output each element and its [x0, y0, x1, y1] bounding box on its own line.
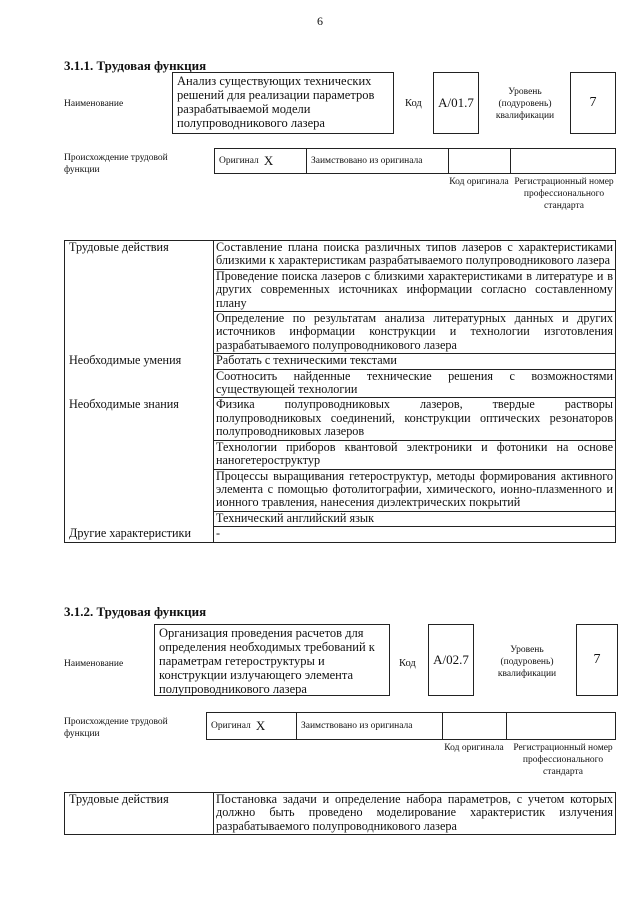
caption-reg: Регистрационный номер профессионального стандарта	[514, 177, 614, 211]
origin-original-cell	[215, 149, 307, 173]
name-label-2: Наименование	[64, 659, 124, 669]
origin-borrowed-cell	[307, 149, 449, 173]
section-title-2: 3.1.2. Трудовая функция	[64, 604, 207, 619]
origin-table-2	[206, 712, 616, 740]
code-value: А/01.7	[438, 95, 474, 110]
table-row	[65, 793, 616, 835]
row-label: Трудовые действия	[65, 793, 214, 835]
page-number: 6	[317, 14, 323, 28]
origin-original-cell-2	[207, 713, 297, 739]
row-text: -	[214, 527, 616, 542]
row-label	[65, 269, 214, 311]
origin-label-2: Происхождение трудовой функции	[64, 717, 168, 739]
row-text: Определение по результатам анализа литературных данных и других источников информации конструкции и технологии изготовления разрабатываемого полупроводникового лазера	[214, 312, 616, 354]
code-label: Код	[405, 98, 422, 109]
code-label-2: Код	[399, 658, 416, 669]
row-label	[65, 312, 214, 354]
row-text: Проведение поиска лазеров с близкими характеристиками в литературе и в других современных источниках информации согласно составленному плану	[214, 269, 616, 311]
code-box-2	[428, 624, 474, 696]
origin-original: Оригинал	[219, 156, 259, 166]
row-label	[65, 369, 214, 398]
row-label	[65, 469, 214, 511]
function-name-2: Организация проведения расчетов для определения необходимых требований к параметрам гетероструктуры и конструкции излучающего элемента полупроводникового лазера	[159, 626, 375, 696]
code-value-2: А/02.7	[433, 652, 469, 667]
origin-label: Происхождение трудовой функции	[64, 153, 168, 175]
level-value: 7	[589, 95, 597, 110]
caption-reg-2: Регистрационный номер профессионального стандарта	[513, 743, 613, 777]
table-row	[65, 369, 616, 398]
row-label: Трудовые действия	[65, 241, 214, 270]
row-label: Необходимые знания	[65, 398, 214, 440]
origin-reg-cell-2	[507, 713, 615, 739]
origin-reg-cell	[511, 149, 615, 173]
actions-body-1	[65, 241, 616, 543]
name-label: Наименование	[64, 99, 124, 109]
level-label-2: Уровень (подуровень) квалификации	[497, 645, 557, 679]
section-title: 3.1.1. Трудовая функция	[64, 58, 207, 73]
origin-mark-2: X	[255, 718, 266, 733]
level-label: Уровень (подуровень) квалификации	[495, 87, 555, 121]
origin-borrowed-2: Заимствовано из оригинала	[301, 721, 413, 731]
row-text: Составление плана поиска различных типов лазеров с характеристиками близкими к характеристикам разрабатываемого полупроводникового лазера	[214, 241, 616, 270]
row-label: Другие характеристики	[65, 527, 214, 542]
table-row	[65, 312, 616, 354]
function-name: Анализ существующих технических решений для реализации параметров разрабатываемой модели полупроводникового лазера	[177, 74, 375, 130]
table-row	[65, 398, 616, 440]
caption-code-2: Код оригинала	[444, 743, 504, 753]
row-label: Необходимые умения	[65, 354, 214, 369]
row-label	[65, 440, 214, 469]
function-name-box-2	[154, 624, 390, 696]
table-row	[65, 440, 616, 469]
table-row	[65, 269, 616, 311]
actions-table	[64, 240, 616, 543]
origin-borrowed: Заимствовано из оригинала	[311, 156, 423, 166]
row-text: Процессы выращивания гетероструктур, методы формирования активного элемента с помощью фотолитографии, химического, ионно-плазменного и ионного травления, нанесения диэлектрических покрытий	[214, 469, 616, 511]
row-label	[65, 511, 214, 526]
origin-code-cell-2	[443, 713, 507, 739]
code-box	[433, 72, 479, 134]
function-name-box	[172, 72, 394, 134]
origin-original-2: Оригинал	[211, 721, 251, 731]
origin-table	[214, 148, 616, 174]
table-row	[65, 469, 616, 511]
row-text: Технологии приборов квантовой электроники и фотоники на основе наногетероструктур	[214, 440, 616, 469]
origin-mark: X	[263, 153, 274, 168]
row-text: Постановка задачи и определение набора параметров, с учетом которых должно быть проведено моделирование характеристик излучения разрабатываемого полупроводникового лазера	[214, 793, 616, 835]
table-row	[65, 511, 616, 526]
caption-code: Код оригинала	[449, 177, 509, 187]
row-text: Технический английский язык	[214, 511, 616, 526]
level-value-2: 7	[593, 652, 601, 667]
table-row	[65, 241, 616, 270]
actions-table-2	[64, 792, 616, 835]
row-text: Физика полупроводниковых лазеров, твердые растворы полупроводниковых соединений, конструкции оптических резонаторов полупроводниковых лазеров	[214, 398, 616, 440]
row-text: Соотносить найденные технические решения с возможностями существующей технологии	[214, 369, 616, 398]
level-box-2	[576, 624, 618, 696]
origin-code-cell	[449, 149, 511, 173]
row-text: Работать с техническими текстами	[214, 354, 616, 369]
actions-body-2	[65, 793, 616, 835]
level-box	[570, 72, 616, 134]
table-row	[65, 354, 616, 369]
table-row	[65, 527, 616, 542]
origin-borrowed-cell-2	[297, 713, 443, 739]
